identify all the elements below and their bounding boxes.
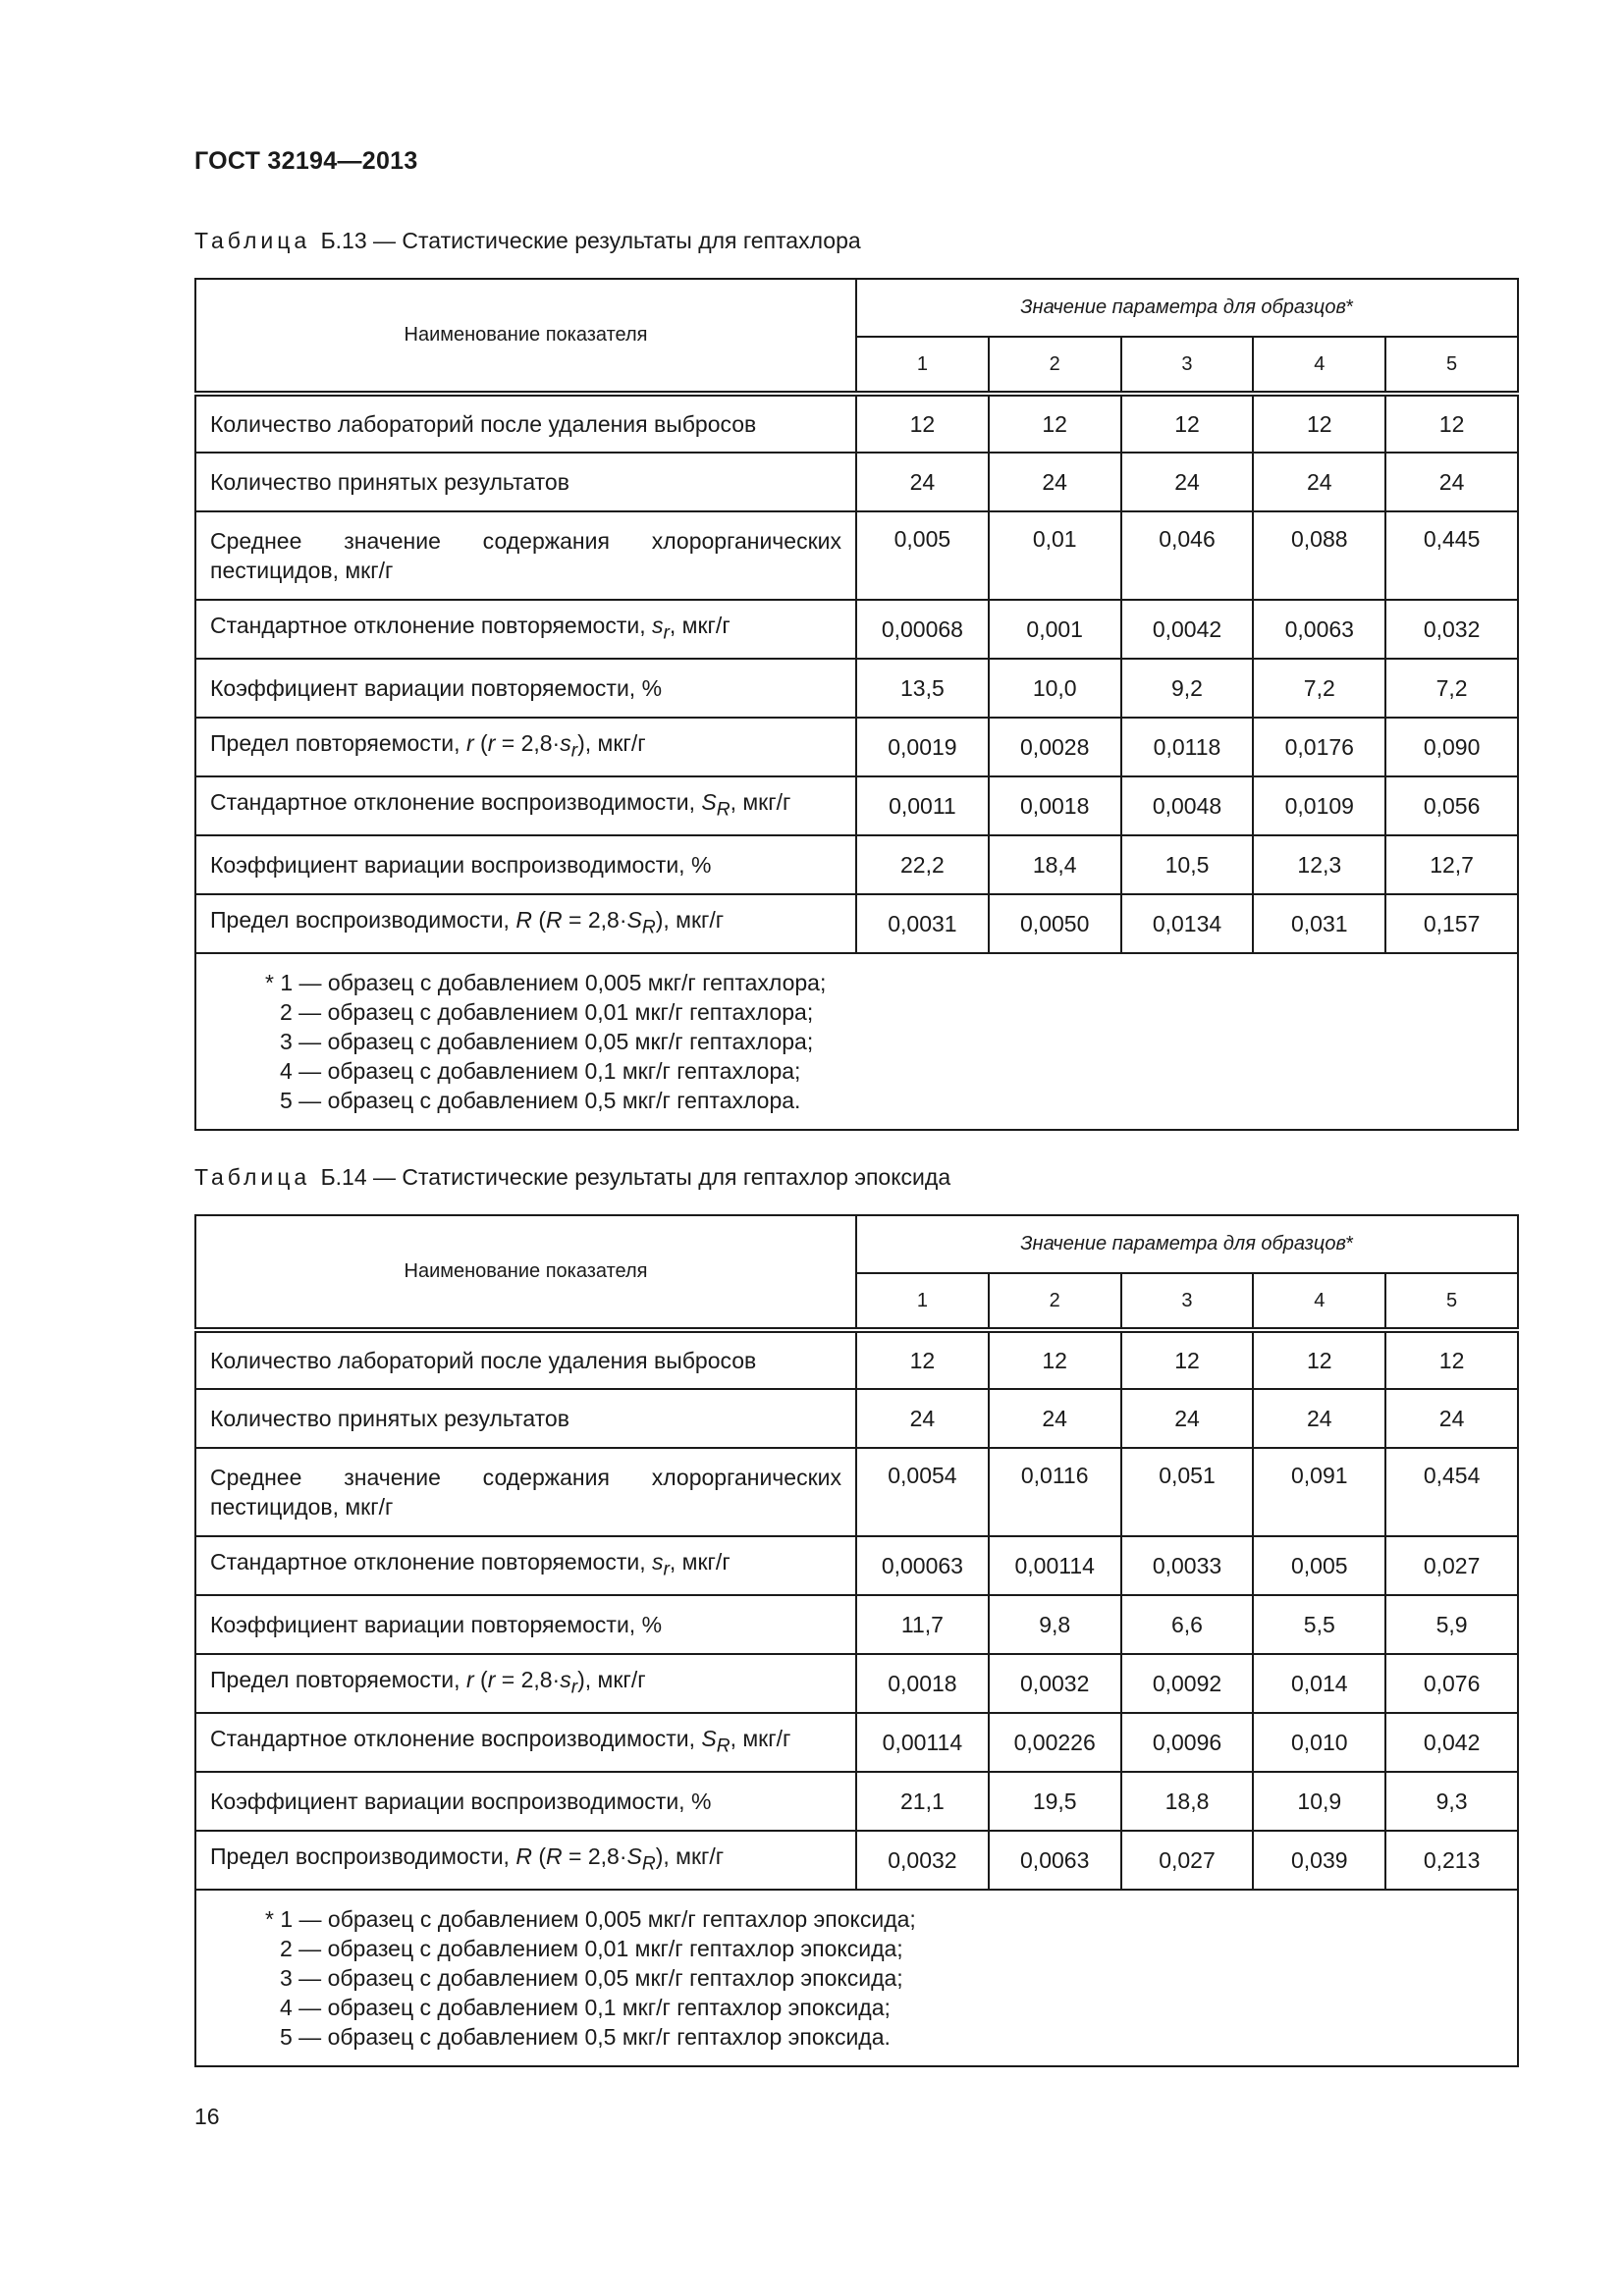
cell-value: 0,00068 (856, 600, 989, 659)
cell-value: 0,0048 (1121, 776, 1254, 835)
cell-value: 0,005 (1253, 1536, 1385, 1595)
cell-value: 0,027 (1121, 1831, 1254, 1890)
label-var: R (515, 906, 532, 933)
label-var: s (652, 612, 664, 638)
sample-number-header: 3 (1121, 1273, 1254, 1330)
cell-value: 0,091 (1253, 1448, 1385, 1536)
column-header-name: Наименование показателя (195, 1215, 856, 1330)
column-header-group (856, 1215, 1518, 1273)
cell-value: 0,454 (1385, 1448, 1518, 1536)
cell-value: 0,039 (1253, 1831, 1385, 1890)
label-part: ( (473, 729, 488, 756)
page-number: 16 (194, 2104, 220, 2129)
row-label (195, 718, 856, 776)
cell-value: 0,00114 (856, 1713, 989, 1772)
cell-value: 0,056 (1385, 776, 1518, 835)
table-row (195, 835, 1518, 894)
group-header-text: Значение параметра для образцов (1020, 1233, 1346, 1255)
cell-value: 7,2 (1253, 659, 1385, 718)
caption-word: Таблица (194, 228, 311, 253)
cell-value: 18,8 (1121, 1772, 1254, 1831)
label-var: r (465, 1666, 474, 1692)
label-sub: r (663, 622, 670, 644)
note-line: 5 — образец с добавлением 0,5 мкг/г гептахлор эпоксида. (280, 2024, 891, 2050)
table-row (195, 1330, 1518, 1389)
note-line: 2 — образец с добавлением 0,01 мкг/г гептахлора; (280, 999, 814, 1025)
label-var: r (487, 729, 496, 756)
label-part: Предел воспроизводимости, (210, 906, 516, 933)
table-row (195, 659, 1518, 718)
label-sub: R (716, 799, 731, 821)
cell-value: 0,0134 (1121, 894, 1254, 953)
cell-value: 0,213 (1385, 1831, 1518, 1890)
label-part: ), мкг/г (577, 729, 646, 756)
row-label (195, 894, 856, 953)
label-part: , мкг/г (669, 1548, 731, 1575)
cell-value: 24 (856, 1389, 989, 1448)
label-part: ( (531, 906, 547, 933)
sample-number-header: 5 (1385, 1273, 1518, 1330)
caption-text: Б.14 — Статистические результаты для гептахлор эпоксида (320, 1164, 951, 1190)
table-row (195, 600, 1518, 659)
table-notes-row (195, 1890, 1518, 2066)
label-part: Предел воспроизводимости, (210, 1842, 516, 1869)
sample-number-header: 3 (1121, 337, 1254, 394)
stat-table-b13 (194, 278, 1519, 1131)
label-part: ( (473, 1666, 488, 1692)
note-line: 3 — образец с добавлением 0,05 мкг/г гептахлор эпоксида; (280, 1965, 903, 1991)
row-label (195, 600, 856, 659)
cell-value: 5,5 (1253, 1595, 1385, 1654)
table-row (195, 1654, 1518, 1713)
table-row (195, 1595, 1518, 1654)
cell-value: 12 (1253, 394, 1385, 453)
label-part: = 2,8· (495, 1666, 561, 1692)
label-part: ), мкг/г (655, 906, 725, 933)
label-var: S (626, 1842, 642, 1869)
cell-value: 0,001 (989, 600, 1121, 659)
label-part: = 2,8· (562, 1842, 627, 1869)
row-label (195, 1831, 856, 1890)
label-var: R (546, 1842, 563, 1869)
label-part: = 2,8· (495, 729, 561, 756)
cell-value: 24 (1253, 1389, 1385, 1448)
group-header-star: * (1345, 296, 1354, 318)
row-label: Количество принятых результатов (195, 1389, 856, 1448)
note-line: 4 — образец с добавлением 0,1 мкг/г гептахлор эпоксида; (280, 1995, 891, 2020)
label-sub: r (570, 1677, 578, 1698)
cell-value: 0,0032 (989, 1654, 1121, 1713)
label-part: ), мкг/г (577, 1666, 646, 1692)
row-label: Количество лабораторий после удаления выбросов (195, 1330, 856, 1389)
cell-value: 13,5 (856, 659, 989, 718)
cell-value: 0,0018 (989, 776, 1121, 835)
cell-value: 12 (856, 394, 989, 453)
label-var: S (701, 788, 717, 815)
cell-value: 0,005 (856, 511, 989, 600)
row-label: Коэффициент вариации повторяемости, % (195, 1595, 856, 1654)
cell-value: 7,2 (1385, 659, 1518, 718)
cell-value: 0,0050 (989, 894, 1121, 953)
cell-value: 24 (1253, 453, 1385, 511)
sample-number-header: 4 (1253, 1273, 1385, 1330)
caption-text: Б.13 — Статистические результаты для гептахлора (320, 228, 861, 253)
row-label: Количество лабораторий после удаления выбросов (195, 394, 856, 453)
table-row (195, 453, 1518, 511)
cell-value: 0,051 (1121, 1448, 1254, 1536)
table-row (195, 1448, 1518, 1536)
label-part: , мкг/г (730, 788, 791, 815)
cell-value: 24 (1385, 453, 1518, 511)
cell-value: 0,0011 (856, 776, 989, 835)
note-line: * 1 — образец с добавлением 0,005 мкг/г гептахлор эпоксида; (265, 1906, 916, 1932)
row-label: Коэффициент вариации повторяемости, % (195, 659, 856, 718)
cell-value: 0,0176 (1253, 718, 1385, 776)
cell-value: 0,0054 (856, 1448, 989, 1536)
note-line: 4 — образец с добавлением 0,1 мкг/г гептахлора; (280, 1058, 801, 1084)
cell-value: 0,010 (1253, 1713, 1385, 1772)
cell-value: 0,0063 (1253, 600, 1385, 659)
table-row (195, 394, 1518, 453)
cell-value: 12 (989, 394, 1121, 453)
row-label (195, 1536, 856, 1595)
label-sub: r (570, 740, 578, 762)
row-label (195, 776, 856, 835)
cell-value: 12 (989, 1330, 1121, 1389)
cell-value: 0,0019 (856, 718, 989, 776)
cell-value: 0,027 (1385, 1536, 1518, 1595)
table-caption-b14 (194, 1164, 950, 1191)
column-header-name: Наименование показателя (195, 279, 856, 394)
caption-word: Таблица (194, 1164, 311, 1190)
note-line: * 1 — образец с добавлением 0,005 мкг/г гептахлора; (265, 970, 827, 995)
table-row (195, 1713, 1518, 1772)
label-var: R (515, 1842, 532, 1869)
cell-value: 12 (1121, 394, 1254, 453)
cell-value: 0,031 (1253, 894, 1385, 953)
label-sub: R (716, 1735, 731, 1757)
cell-value: 0,0118 (1121, 718, 1254, 776)
label-part: = 2,8· (562, 906, 627, 933)
cell-value: 9,3 (1385, 1772, 1518, 1831)
table-notes (195, 1890, 1518, 2066)
cell-value: 6,6 (1121, 1595, 1254, 1654)
cell-value: 10,9 (1253, 1772, 1385, 1831)
cell-value: 0,0032 (856, 1831, 989, 1890)
cell-value: 0,0096 (1121, 1713, 1254, 1772)
label-part: Предел повторяемости, (210, 729, 466, 756)
cell-value: 12 (1385, 1330, 1518, 1389)
group-header-star: * (1345, 1233, 1354, 1255)
cell-value: 0,0092 (1121, 1654, 1254, 1713)
cell-value: 0,0018 (856, 1654, 989, 1713)
row-label: Коэффициент вариации воспроизводимости, % (195, 1772, 856, 1831)
label-sub: r (663, 1559, 670, 1580)
row-label: Количество принятых результатов (195, 453, 856, 511)
cell-value: 12 (1121, 1330, 1254, 1389)
label-part: Стандартное отклонение воспроизводимости, (210, 1725, 702, 1751)
table-row (195, 1831, 1518, 1890)
cell-value: 0,088 (1253, 511, 1385, 600)
cell-value: 0,032 (1385, 600, 1518, 659)
cell-value: 9,2 (1121, 659, 1254, 718)
cell-value: 10,5 (1121, 835, 1254, 894)
label-var: r (465, 729, 474, 756)
note-line: 2 — образец с добавлением 0,01 мкг/г гептахлор эпоксида; (280, 1936, 903, 1961)
sample-number-header: 1 (856, 337, 989, 394)
cell-value: 24 (989, 453, 1121, 511)
cell-value: 0,0042 (1121, 600, 1254, 659)
table-row (195, 718, 1518, 776)
label-part: Стандартное отклонение повторяемости, (210, 1548, 652, 1575)
cell-value: 0,00226 (989, 1713, 1121, 1772)
cell-value: 24 (989, 1389, 1121, 1448)
cell-value: 24 (1121, 1389, 1254, 1448)
cell-value: 5,9 (1385, 1595, 1518, 1654)
stat-table-b14 (194, 1214, 1519, 2067)
label-var: s (560, 729, 571, 756)
cell-value: 9,8 (989, 1595, 1121, 1654)
sample-number-header: 1 (856, 1273, 989, 1330)
label-sub: R (641, 917, 656, 938)
sample-number-header: 2 (989, 1273, 1121, 1330)
group-header-text: Значение параметра для образцов (1020, 296, 1346, 318)
cell-value: 0,0116 (989, 1448, 1121, 1536)
label-var: s (652, 1548, 664, 1575)
cell-value: 0,042 (1385, 1713, 1518, 1772)
cell-value: 22,2 (856, 835, 989, 894)
label-sub: R (641, 1853, 656, 1875)
row-label (195, 1654, 856, 1713)
label-part: ( (531, 1842, 547, 1869)
table-row (195, 894, 1518, 953)
cell-value: 0,0031 (856, 894, 989, 953)
cell-value: 0,0063 (989, 1831, 1121, 1890)
document-code: ГОСТ 32194—2013 (194, 147, 418, 175)
label-part: Предел повторяемости, (210, 1666, 466, 1692)
row-label: Коэффициент вариации воспроизводимости, % (195, 835, 856, 894)
cell-value: 0,090 (1385, 718, 1518, 776)
cell-value: 0,0109 (1253, 776, 1385, 835)
note-line: 5 — образец с добавлением 0,5 мкг/г гептахлора. (280, 1088, 801, 1113)
cell-value: 24 (1385, 1389, 1518, 1448)
cell-value: 0,00114 (989, 1536, 1121, 1595)
cell-value: 0,01 (989, 511, 1121, 600)
column-header-group (856, 279, 1518, 337)
cell-value: 0,076 (1385, 1654, 1518, 1713)
table-notes (195, 953, 1518, 1130)
row-label (195, 1713, 856, 1772)
label-var: R (546, 906, 563, 933)
table-row (195, 1772, 1518, 1831)
label-part: , мкг/г (730, 1725, 791, 1751)
table-caption-b13 (194, 228, 861, 254)
table-row (195, 511, 1518, 600)
cell-value: 12 (1253, 1330, 1385, 1389)
sample-number-header: 4 (1253, 337, 1385, 394)
cell-value: 12,7 (1385, 835, 1518, 894)
sample-number-header: 2 (989, 337, 1121, 394)
label-part: Стандартное отклонение повторяемости, (210, 612, 652, 638)
row-label: Среднее значение содержания хлорорганических пестицидов, мкг/г (195, 511, 856, 600)
label-part: Стандартное отклонение воспроизводимости, (210, 788, 702, 815)
cell-value: 0,157 (1385, 894, 1518, 953)
cell-value: 12 (856, 1330, 989, 1389)
cell-value: 0,014 (1253, 1654, 1385, 1713)
cell-value: 0,0028 (989, 718, 1121, 776)
table-notes-row (195, 953, 1518, 1130)
cell-value: 12,3 (1253, 835, 1385, 894)
cell-value: 0,445 (1385, 511, 1518, 600)
table-row (195, 1536, 1518, 1595)
cell-value: 19,5 (989, 1772, 1121, 1831)
label-var: S (701, 1725, 717, 1751)
sample-number-header: 5 (1385, 337, 1518, 394)
table-row (195, 1389, 1518, 1448)
cell-value: 12 (1385, 394, 1518, 453)
label-part: , мкг/г (669, 612, 731, 638)
row-label: Среднее значение содержания хлорорганических пестицидов, мкг/г (195, 1448, 856, 1536)
label-var: r (487, 1666, 496, 1692)
cell-value: 10,0 (989, 659, 1121, 718)
cell-value: 0,046 (1121, 511, 1254, 600)
label-var: s (560, 1666, 571, 1692)
table-row (195, 776, 1518, 835)
cell-value: 0,00063 (856, 1536, 989, 1595)
cell-value: 24 (1121, 453, 1254, 511)
cell-value: 18,4 (989, 835, 1121, 894)
cell-value: 21,1 (856, 1772, 989, 1831)
label-var: S (626, 906, 642, 933)
note-line: 3 — образец с добавлением 0,05 мкг/г гептахлора; (280, 1029, 814, 1054)
cell-value: 0,0033 (1121, 1536, 1254, 1595)
cell-value: 11,7 (856, 1595, 989, 1654)
label-part: ), мкг/г (655, 1842, 725, 1869)
cell-value: 24 (856, 453, 989, 511)
